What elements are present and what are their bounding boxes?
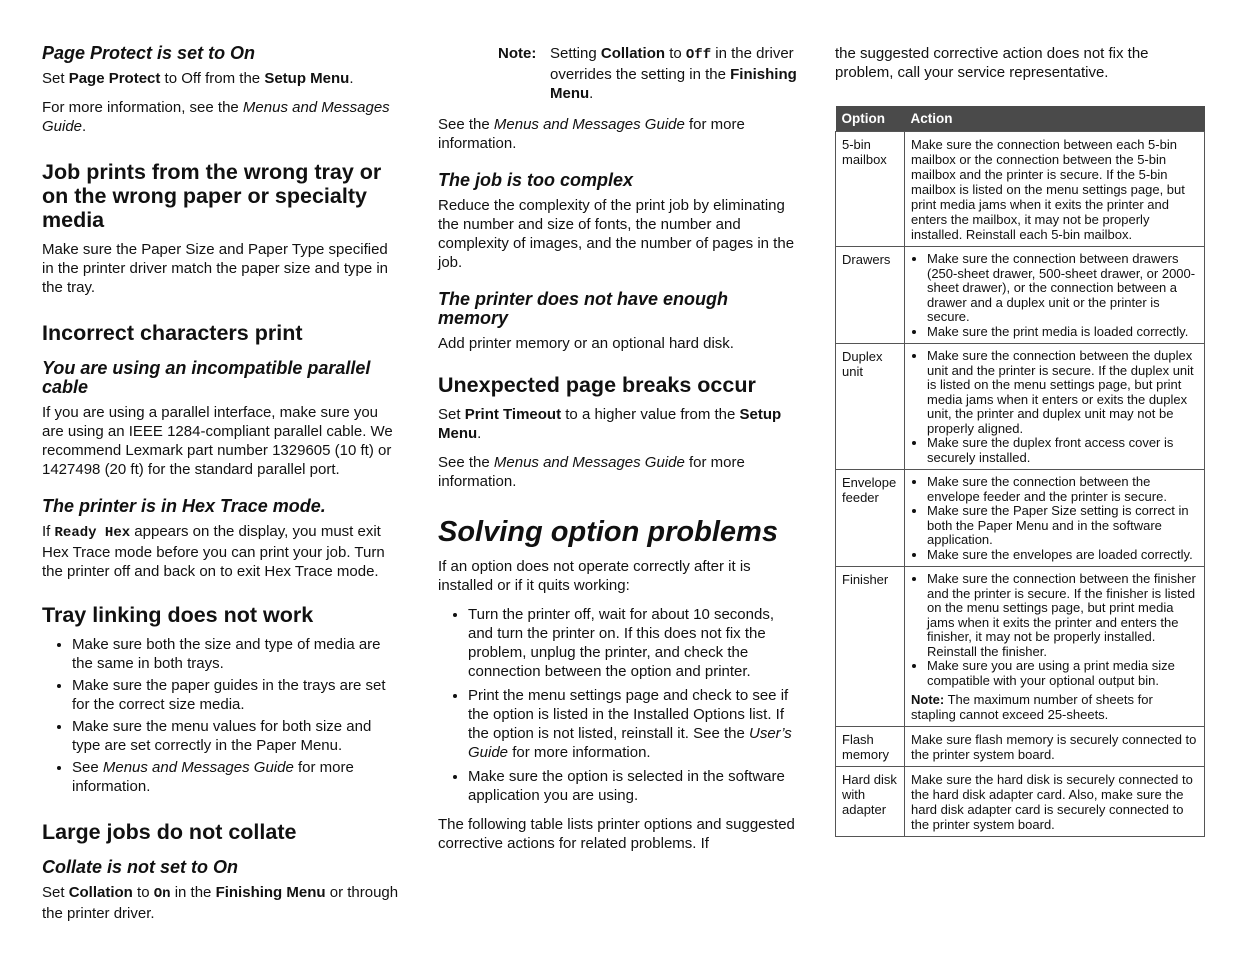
note-label: Note: xyxy=(498,45,537,62)
finisher-note: Note: The maximum number of sheets for stapling cannot exceed 25-sheets. xyxy=(911,692,1153,722)
action-cell xyxy=(905,344,1205,470)
heading-solving-options: Solving option problems xyxy=(438,516,778,548)
table-row xyxy=(836,247,1205,344)
option-cell: Envelope feeder xyxy=(836,470,905,567)
list-item: • Make sure the connection between the duplex unit and the printer is secure. If the duplex unit is listed on the menu settings page, but print media jams when it enters or exits the duplex unit, the printer and duplex unit may not be properly aligned. xyxy=(927,349,1198,436)
action-cell xyxy=(905,247,1205,344)
action-cell: Make sure the hard disk is securely connected to the hard disk adapter card. Also, make sure the hard disk adapter card is securely connected to the printer system board. xyxy=(905,767,1205,837)
table-intro-continued: the suggested corrective action does not fix the problem, call your service representative. xyxy=(835,45,1149,81)
heading-large-jobs: Large jobs do not collate xyxy=(42,820,297,844)
see-guide-paragraph-2: See the Menus and Messages Guide for more information. xyxy=(438,454,745,490)
action-cell xyxy=(905,470,1205,567)
options-table xyxy=(835,106,1205,837)
heading-page-breaks: Unexpected page breaks occur xyxy=(438,373,756,397)
heading-incorrect-characters: Incorrect characters print xyxy=(42,321,303,345)
page-protect-paragraph: Set Page Protect to Off from the Setup Menu. xyxy=(42,70,354,87)
action-cell: Make sure flash memory is securely connected to the printer system board. xyxy=(905,727,1205,767)
column-right xyxy=(835,44,1205,837)
heading-wrong-tray: Job prints from the wrong tray or on the wrong paper or specialty media xyxy=(42,160,382,232)
option-cell: Hard disk with adapter xyxy=(836,767,905,837)
list-item: • Make sure the menu values for both size and type are set correctly in the Paper Menu. xyxy=(72,717,400,755)
table-row xyxy=(836,470,1205,567)
list-item: • Make sure the duplex front access cover is securely installed. xyxy=(927,436,1198,465)
table-intro: The following table lists printer options and suggested corrective actions for related problems. If xyxy=(438,816,795,852)
list-item: • Print the menu settings page and check to see if the option is listed in the Installed Options list. If the option is not listed, reinstall it. See the User’s Guide for more information. xyxy=(468,686,798,762)
list-item: • Make sure the envelopes are loaded correctly. xyxy=(927,548,1198,563)
heading-page-protect: Page Protect is set to On xyxy=(42,43,256,63)
table-row xyxy=(836,344,1205,470)
list-item: • Make sure the connection between the envelope feeder and the printer is secure. xyxy=(927,475,1198,504)
option-cell: Flash memory xyxy=(836,727,905,767)
header-action: Action xyxy=(905,106,1205,132)
list-item: • Turn the printer off, wait for about 10 seconds, and turn the printer on. If this does not fix the problem, unplug the printer, and check the connection between the option and printer. xyxy=(468,605,798,681)
solving-list xyxy=(438,605,798,805)
heading-memory: The printer does not have enough memory xyxy=(438,289,729,328)
list-item: • Make sure the paper guides in the trays are set for the correct size media. xyxy=(72,676,400,714)
solving-intro: If an option does not operate correctly after it is installed or if it quits working: xyxy=(438,558,751,594)
list-item: • Make sure the connection between the finisher and the printer is secure. If the finisher is listed on the menu settings page, but print media jams when it exits the printer and enters the finisher, it may not be properly installed. Reinstall the finisher. xyxy=(927,572,1198,659)
list-item: • Make sure the connection between drawers (250-sheet drawer, 500-sheet drawer, or 2000-sheet drawer), or the connection between a drawer and a duplex unit or the printer is secure. xyxy=(927,252,1198,325)
option-cell: Duplex unit xyxy=(836,344,905,470)
table-header-row xyxy=(836,106,1205,132)
column-middle xyxy=(438,44,798,863)
action-cell xyxy=(905,567,1205,727)
see-guide-paragraph: See the Menus and Messages Guide for more information. xyxy=(438,116,745,152)
table-row xyxy=(836,727,1205,767)
tray-linking-list xyxy=(42,635,400,796)
heading-job-complex: The job is too complex xyxy=(438,170,634,190)
list-item: • Make sure both the size and type of media are the same in both trays. xyxy=(72,635,400,673)
heading-collate: Collate is not set to On xyxy=(42,857,239,877)
collate-paragraph: Set Collation to On in the Finishing Menu or through the printer driver. xyxy=(42,884,399,922)
option-cell: Finisher xyxy=(836,567,905,727)
memory-paragraph: Add printer memory or an optional hard disk. xyxy=(438,335,734,352)
page-breaks-paragraph: Set Print Timeout to a higher value from the Setup Menu. xyxy=(438,406,782,442)
list-item: • See Menus and Messages Guide for more information. xyxy=(72,758,400,796)
parallel-cable-paragraph: If you are using a parallel interface, make sure you are using an IEEE 1284-compliant parallel cable. We recommend Lexmark part number 1329605 (10 ft) or 1427498 (20 ft) for the standard parallel port. xyxy=(42,404,393,478)
header-option: Option xyxy=(836,106,905,132)
table-row xyxy=(836,567,1205,727)
column-left xyxy=(42,44,400,933)
collation-note xyxy=(498,44,798,103)
list-item: • Make sure you are using a print media size compatible with your optional output bin. xyxy=(927,659,1198,688)
note-text: Setting Collation to Off in the driver overrides the setting in the Finishing Menu. xyxy=(550,45,797,102)
action-cell: Make sure the connection between each 5-bin mailbox or the connection between the 5-bin mailbox and the printer is secure. If the 5-bin mailbox is listed on the menu settings page, but print media jams when it exits the printer and enters the mailbox, it may not be properly installed. Reinstall each 5-bin mailbox. xyxy=(905,132,1205,247)
heading-tray-linking: Tray linking does not work xyxy=(42,603,314,627)
list-item: • Make sure the Paper Size setting is correct in both the Paper Menu and in the software application. xyxy=(927,504,1198,548)
wrong-tray-paragraph: Make sure the Paper Size and Paper Type specified in the printer driver match the paper size and type in the tray. xyxy=(42,241,389,296)
list-item: • Make sure the print media is loaded correctly. xyxy=(927,325,1198,340)
list-item: • Make sure the option is selected in the software application you are using. xyxy=(468,767,798,805)
page-protect-more-info: For more information, see the Menus and Messages Guide. xyxy=(42,99,390,135)
heading-hex-trace: The printer is in Hex Trace mode. xyxy=(42,496,326,516)
table-row xyxy=(836,132,1205,247)
option-cell: 5-bin mailbox xyxy=(836,132,905,247)
option-cell: Drawers xyxy=(836,247,905,344)
table-row xyxy=(836,767,1205,837)
heading-parallel-cable: You are using an incompatible parallel cable xyxy=(42,358,371,397)
hex-trace-paragraph: If Ready Hex appears on the display, you must exit Hex Trace mode before you can print your job. Turn the printer off and back on to exit Hex Trace mode. xyxy=(42,523,385,580)
job-complex-paragraph: Reduce the complexity of the print job by eliminating the number and size of fonts, the number and complexity of images, and the number of pages in the job. xyxy=(438,197,795,271)
